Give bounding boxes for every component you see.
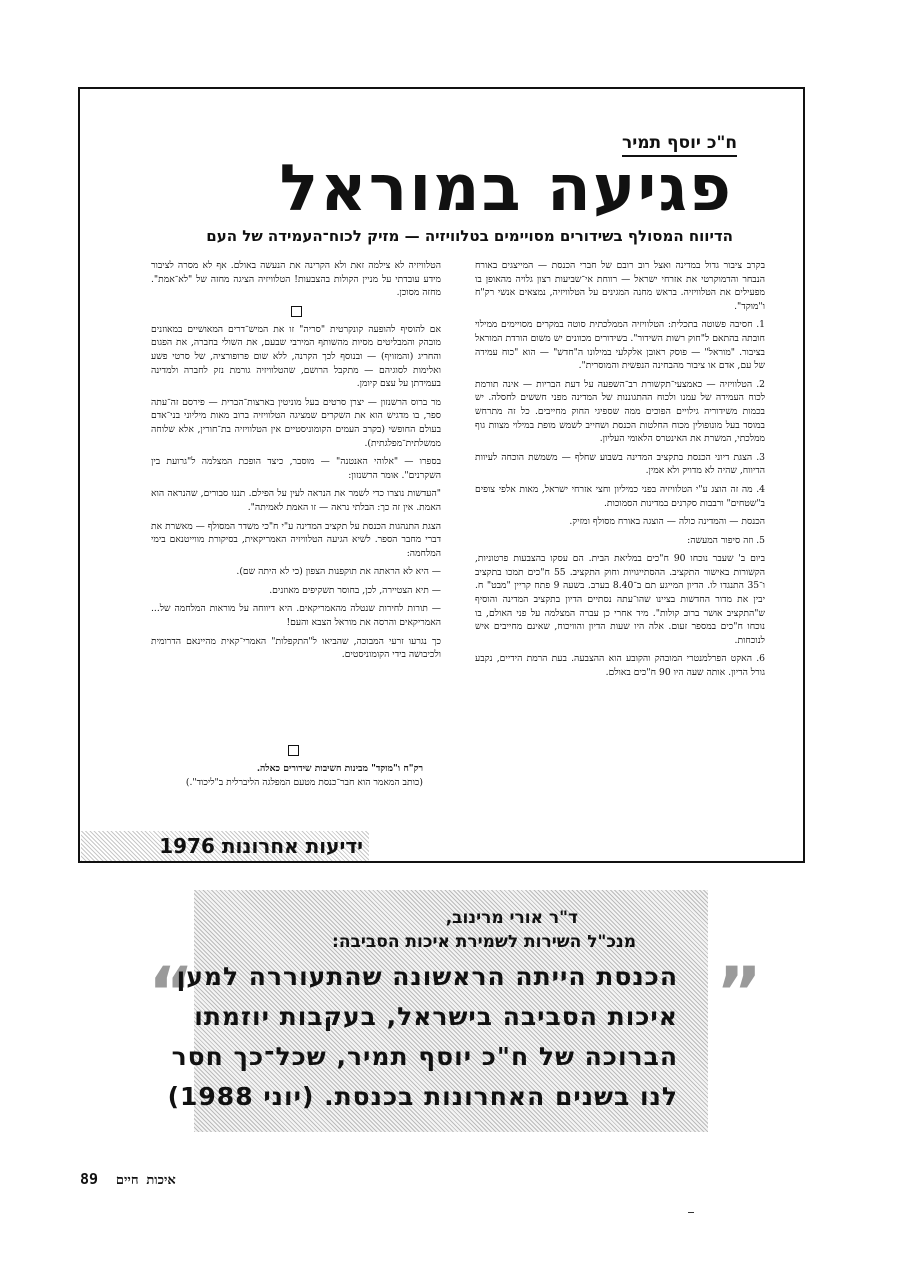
- paragraph: — תיא הצטיירה, לכן, בחוסר תשקיפים מאוזנים.: [269, 584, 441, 596]
- paragraph: 6. האקט הפרלמנטרי המובהק והקובע הוא ההצבעה. בעת הרמת הידיים, נקבע גורל הדיון. אותה שעה היו 90 ח"כים באולם.: [475, 653, 765, 679]
- author-note: (כותב המאמר הוא חבר־כנסת מטעם המפלגה הליברלית ב"ליכוד".): [185, 777, 423, 788]
- paragraph: אם להוסיף להופעה קונקרטית "סריה" זו את המיש־דרים המאושיים במאוזנים מובהק והמבליטים מסיות מהשותף המירבי שבעם, את השולי בחברה, את הפגום והחריג (והמזויף) — ובנוסף לכך הקרנה, ללא שום פרופורציה, של סרטי פשע ואלימות לסוגיהם — מתקבל הרושם, שהטלוויזיה גורמת נזק לחברה ולמדינה בעמידתן על עצם קיומן.: [151, 323, 441, 390]
- page-number: 89: [80, 1170, 99, 1188]
- paragraph: "העדשות נוצרו כדי לשמר את הנראה לעין על הפילם. תננו סבורים, שהנראה הוא האמת. אין זה כך: הבלתי נראה — זו האמת לאמיתה".: [151, 488, 441, 513]
- closing-line: רק"ח ו"מוקד" מבינות חשיבות שידורים כאלה.: [256, 763, 423, 774]
- paragraph: 5. וזה סיפור המעשה:: [687, 534, 765, 546]
- page-footer: [80, 1170, 176, 1188]
- article-byline: ח"כ יוסף תמיר: [622, 133, 737, 157]
- paragraph: 3. הצגת דיוני הכנסת בתקציב המדינה בשבוע שחלף — משמשת הוכחה לעיוות הדיווח, שהיה לא מדויק ולא אמין.: [475, 451, 765, 477]
- newspaper-clipping: [78, 87, 805, 863]
- section-divider-square: [288, 745, 299, 756]
- paragraph: כך נגרעו זרעי המבוכה, שהביאו ל"התקפלות" האמרי־קאית מהיינאם הדרומית ולכיבושה בידי הקומוניסטים.: [151, 635, 441, 661]
- source-label: ידיעות אחרונות 1976: [81, 831, 369, 861]
- quote-author-role: מנכ"ל השירות לשמירת איכות הסביבה:: [332, 932, 636, 952]
- quote-line: הכנסת הייתה הראשונה שהתעוררה למען: [176, 962, 678, 991]
- quote-author: ד"ר אורי מרינוב,: [445, 908, 578, 928]
- article-headline: פגיעה במוראל: [279, 152, 733, 226]
- paragraph: הכנסת — והמדינה כולה — הוצגה באורח מסולף ומזיק.: [569, 516, 765, 528]
- quote-line: לנו בשנים האחרונות בכנסת. (יוני 1988): [167, 1082, 678, 1111]
- article-column-right: [475, 259, 765, 789]
- paragraph: בקרב ציבור גדול במדינה ואצל רוב רובם של חברי הכנסת — המייצגים באורח הנבחר והדמוקרטי את אזרחי ישראל — רווחת אי־שביעות רצון גלויה מהאופן בו מפעילים את הטלוויזיה. בראש מחנה המגינים על הטלוויזיה, נמצאים אנשי רק"ח ו"מוקד".: [475, 260, 765, 312]
- paragraph: מר ברוס הרשנזון — יצרן סרטים בעל מוניטין בארצות־הברית — פירסם זה־עתה ספר, בו מדגיש הוא את השקרים שמציגה הטלוויזיה ברוב מאות מיליוני בני־אדם בעולם החופשי (בקרב העמים הקומוניסטיים אין הטלוויזיה בת־חורין, אלא שלוחה ממשלתית־מפלגתית).: [151, 396, 441, 449]
- paragraph: 2. הטלוויזיה — כאמצעי־תקשורת רב־השפעה על דעת הבריות — אינה תורמת לכוח העמידה של עמנו ולכוח ההתגוננות של המדינה מפני חששים לחסלה. יש בכמות משידוריה גילויים הפוכים ממה שספיגי החוק מחייבים. כל זה מתרחש במוסד בעל מונופולין מכוח החלטות הכנסת ושחייב לשמש מופת במילוי מצוות גוף ממלכתי, המשרת את האינטרס הלאומי העליון.: [475, 378, 765, 445]
- quote-close-mark: ”: [716, 952, 763, 1034]
- paragraph: — היא לא הראתה את תוקפנות הצפון (כי לא היתה שם).: [236, 566, 441, 578]
- quote-box: [167, 890, 708, 1132]
- paragraph: הצגת התנהגות הכנסת על תקציב המדינה ע"י ח"כי משדר המסולף — מאשרת את דברי מחבר הספר. לשיא הגיעה הטלוויזיה האמריקאית, בסיקורת מווייטנאם בימי המלחמה:: [151, 520, 441, 559]
- paragraph: הטלוויזיה לא צילמה זאת ולא הקרינה את הנעשה באולם. אף לא מסרה לציבור מידע עובדתי על מניין הקולות בהצבעות! הטלוויזיה הציגה מחזה של "לא־אמת". מחזה מסוכן.: [151, 260, 441, 299]
- paragraph: 1. חסיבה פשוטה בתכלית: הטלוויזיה הממלכתית סוטה במקרים מסויימים ממילוי חובתה בהתאם ל"חוק רשות השידור". בשידורים מכוונים יש משום הורדת המוראל בציבור. "מוראל" — פוסק ראובן אלקלעי במילונו ה"חדש" — הוא "כוח עמידה של עם, אדם או ציבור מהבחינה הנפשית והמוסרית".: [475, 319, 765, 372]
- paragraph: ביום ב' שעבר נוכחו 90 ח"כים במליאת הבית. הם עסקו בהצבעות פרטוניות, הקשורות באישור התקציב. ההסתייגויות וחוק התקציב. 55 ח"כים תמכו בתקציב ו־35 התנגדו לו. הדיון המייגע תם ב־8.40 בערב. בשעה 9 פתח קריין "מבט" ח. יבין את מדור החדשות בציינו שהו־עתה נסתיים הדיון בתקציב המדינה והוסיף ש"התקציב אושר ברוב קולות". מיד אחרי כן עברה המצלמה על פני האולם, בו נוכחו ח"כים במספר זעום. אלה היו שעות הדיון והוויכוח, שאינם מחייבים איש לנוכחות.: [475, 553, 765, 646]
- quote-open-mark: “: [148, 952, 195, 1034]
- quote-line: הברוכה של ח"כ יוסף תמיר, שכל־כך חסר: [171, 1042, 678, 1071]
- article-subhead: הדיווח המסולף בשידורים מסויימים בטלוויזיה — מזיק לכוח־העמידה של העם: [206, 227, 733, 245]
- article-signoff: [163, 739, 423, 790]
- paragraph: — תורות לחירות שנטלה מהאמריקאים. היא דיווחה על מוראות המלחמה של... האמריקאים והרסה את מוראל הצבא והעם!: [151, 603, 441, 629]
- section-divider-square: [291, 306, 302, 317]
- publication-name: איכות חיים: [115, 1173, 176, 1188]
- quote-line: איכות הסביבה בישראל, בעקבות יוזמתו: [194, 1002, 678, 1031]
- paragraph: 4. מה זה הוצג ע"י הטלוויזיה בפני כמיליון וחצי אזרחי ישראל, מאות אלפי צופים ב"שטחים" ורבבות סקרנים במדינות הסמוכות.: [475, 483, 765, 509]
- crop-mark: [688, 1212, 694, 1213]
- paragraph: בספרו — "אלוהי האנטנה" — מוסבר, כיצד הופכת המצלמה ל"גרועת בין השקרנים". אומר הרשנזון:: [151, 456, 441, 481]
- article-column-left: [151, 259, 441, 734]
